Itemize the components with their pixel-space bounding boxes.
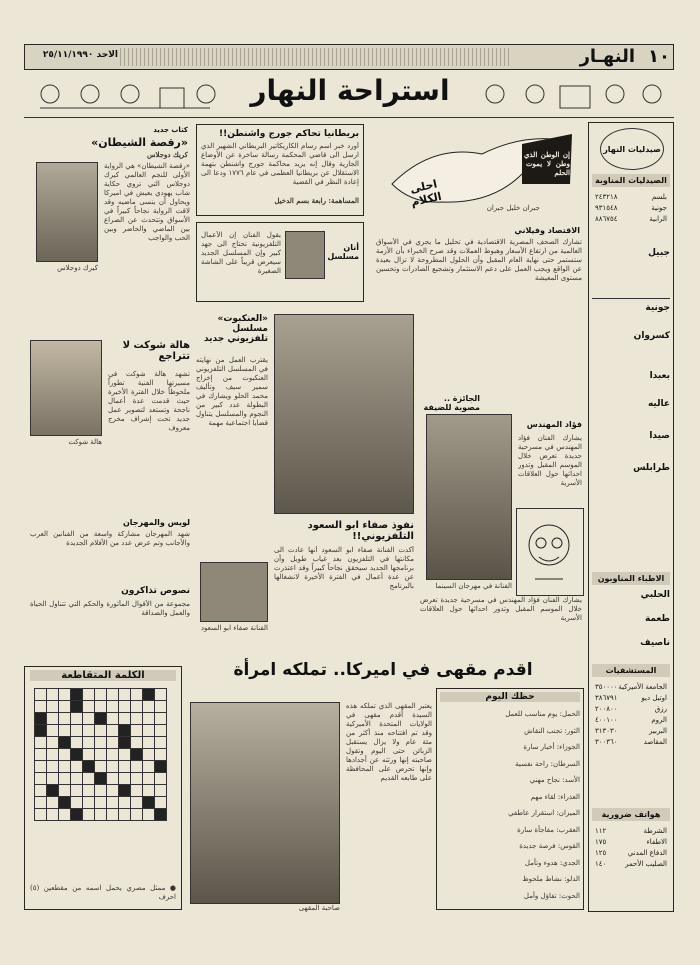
crossword-cell bbox=[119, 749, 131, 761]
pharmacies-title: الصيدليات المناوبة bbox=[592, 174, 670, 187]
crossword-cell bbox=[95, 725, 107, 737]
crossword-black-cell bbox=[71, 749, 83, 761]
crossword-cell bbox=[95, 689, 107, 701]
main-story-photo bbox=[190, 702, 340, 904]
crossword-cell bbox=[131, 701, 143, 713]
list-item bbox=[592, 214, 670, 225]
hospital-phone: ٤٠٠١٠٠ bbox=[595, 716, 618, 724]
crossword-cell bbox=[71, 761, 83, 773]
crossword-grid bbox=[34, 688, 167, 821]
crossword-cell bbox=[155, 713, 167, 725]
list-item bbox=[592, 859, 670, 870]
hospitals-title: المستشفيات bbox=[592, 664, 670, 677]
crossword-cell bbox=[155, 689, 167, 701]
crossword-black-cell bbox=[59, 737, 71, 749]
crossword-cell bbox=[59, 689, 71, 701]
horoscope-item: الأسد: نجاح مهني bbox=[529, 776, 580, 784]
pharmacy-list bbox=[592, 192, 670, 225]
hospital-phone: ٣١٣٠٣٠ bbox=[595, 727, 618, 735]
award-headline: الجائزة .. مصوبة للضيفة bbox=[423, 394, 480, 412]
safaa-body: أكدت الفنانة صفاء ابو السعود أنها عادت الى مكانتها في التلفزيون بعد غياب طويل وأن برنامجها الجديد سيحقق نجاحاً كبيراً وقد اعتذرت عن عدة أعمال في الفترة الأخيرة لانشغالها بالبرنامج bbox=[274, 546, 414, 590]
devil-body: «رقصة الشيطان» هي الرواية الأولى للنجم العالمي كيرك دوجلاس التي تروي حكاية شاب يهودي يعيش في اميركا ويحاول أن ينسى ماضيه وقد لاقت الرواية نجاحاً كبيراً في الأسواق وتتحدث عن الصراع بين الماضي والحاضر وبين الحب والواجب bbox=[104, 162, 190, 242]
crossword-cell bbox=[131, 809, 143, 821]
award-caption: الفنانة في مهرجان السينما bbox=[435, 582, 512, 590]
crossword-cell bbox=[95, 785, 107, 797]
horoscope-item: العقرب: مفاجأة سارة bbox=[517, 825, 580, 834]
horoscope-item: الدلو: نشاط ملحوظ bbox=[522, 875, 580, 883]
crossword-cell bbox=[71, 773, 83, 785]
town-list bbox=[592, 232, 670, 473]
town-item: كسروان bbox=[633, 331, 670, 341]
crossword-cell bbox=[143, 809, 155, 821]
horoscope-item: العذراء: لقاء مهم bbox=[530, 792, 580, 801]
cartoon-figures-icon bbox=[480, 80, 670, 112]
list-item bbox=[592, 726, 670, 737]
crossword-black-cell bbox=[35, 713, 47, 725]
crossword-cell bbox=[47, 749, 59, 761]
header-pattern bbox=[120, 48, 510, 66]
section-title: استراحة النهار bbox=[250, 74, 450, 107]
crossword-cell bbox=[59, 701, 71, 713]
crossword-cell bbox=[59, 749, 71, 761]
nurses-title: الاطباء المناوبون bbox=[592, 572, 670, 585]
crossword-cell bbox=[71, 785, 83, 797]
louis-headline: لويس والمهرجان bbox=[122, 518, 190, 527]
crossword-cell bbox=[107, 809, 119, 821]
horoscope-item: الميزان: استقرار عاطفي bbox=[508, 809, 580, 817]
crossword-cell bbox=[119, 689, 131, 701]
crossword-cell bbox=[107, 773, 119, 785]
crossword-cell bbox=[71, 713, 83, 725]
crossword-cell bbox=[107, 725, 119, 737]
economy-body: تشارك الصحف المصرية الاقتصادية في تحليل ما يجري في الأسواق العالمية من ارتفاع الأسعار وهبوط العملات وقد صرح الخبراء بأن الأزمة ستستمر حتى نهاية العام المقبل وأن الحلول المطروحة لا تزال بعيدة عن الواقع ويجب العمل على دعم الاستثمار وتشجيع الصادرات وتحسين مستوى المعيشة bbox=[376, 238, 582, 282]
pharmacy-phone: ٩٣١٥٤٨ bbox=[595, 204, 618, 212]
list-item: طعمة bbox=[644, 614, 670, 624]
divider bbox=[592, 298, 670, 299]
horoscope-list bbox=[440, 706, 580, 904]
anan-body: يقول الفنان إن الأعمال التلفزيونية تحتاج الى جهد كبير وإن المسلسل الجديد سيعرض قريباً على الشاشة الصغيرة bbox=[201, 231, 281, 275]
main-headline: اقدم مقهى في اميركا.. تملكه امرأة bbox=[233, 660, 533, 680]
louis-body: شهد المهرجان مشاركة واسعة من الفنانين العرب والأجانب وتم عرض عدد من الأفلام الجديدة bbox=[30, 530, 190, 547]
crossword-cell bbox=[155, 785, 167, 797]
town-item: صيدا bbox=[649, 431, 670, 441]
hala-body: تشهد هالة شوكت في مسيرتها الفنية تطوراً ملحوظاً خلال الفترة الأخيرة حيث قدمت عدة أعمال ناجحة وتستعد لتصوير عمل جديد تحت إشراف مخرج معروف bbox=[108, 370, 190, 432]
pharmacy-phone: ٨٨٦٧٥٤ bbox=[595, 215, 618, 223]
crossword-cell bbox=[107, 797, 119, 809]
economy-headline: الاقتصاد وفيلاني bbox=[514, 226, 580, 235]
crossword-cell bbox=[35, 749, 47, 761]
hospital-phone: ٣٠٠٣٦٠ bbox=[595, 738, 618, 746]
cartoon-figures-icon bbox=[30, 80, 220, 112]
main-caption: صاحبة المقهى bbox=[298, 904, 340, 912]
crossword-cell bbox=[119, 773, 131, 785]
crossword-cell bbox=[47, 689, 59, 701]
horoscope-headline: حظك اليوم bbox=[440, 692, 580, 702]
emergency-phone: ١٧٥ bbox=[595, 838, 607, 846]
crossword-cell bbox=[35, 785, 47, 797]
crossword-black-cell bbox=[95, 713, 107, 725]
devil-author: كريك دوجلاس bbox=[146, 150, 188, 159]
crossword-cell bbox=[35, 701, 47, 713]
britain-headline: بريطانيا تحاكم جورج واشنطن!! bbox=[219, 129, 359, 139]
hospital-name: رزق bbox=[654, 705, 667, 713]
crossword-cell bbox=[143, 773, 155, 785]
emergency-phone: ١٢٥ bbox=[595, 849, 607, 857]
award-photo bbox=[426, 414, 512, 580]
town-item: طرابلس bbox=[633, 463, 670, 473]
crossword-cell bbox=[143, 701, 155, 713]
safaa-headline: نفوذ صفاء ابو السعود التلفزيوني!! bbox=[307, 520, 414, 542]
crossword-black-cell bbox=[71, 689, 83, 701]
horoscope-item: القوس: فرصة جديدة bbox=[519, 842, 580, 850]
devil-caption: كيرك دوجلاس bbox=[57, 264, 98, 272]
crossword-cell bbox=[83, 809, 95, 821]
cartoon-strip-left bbox=[30, 80, 220, 112]
safaa-photo bbox=[274, 314, 414, 514]
crossword-cell bbox=[47, 809, 59, 821]
crossword-cell bbox=[71, 737, 83, 749]
crossword-hint: ● ممثل مصري يحمل اسمه من مقطعين (٥) احرف bbox=[30, 884, 176, 901]
crossword-cell bbox=[59, 785, 71, 797]
hospital-phone: ٣٨٦٧٩١ bbox=[595, 694, 618, 702]
tv-headline: «العنكبوت» مسلسل تلفزيوني جديد bbox=[203, 314, 268, 344]
sidebar-logo bbox=[600, 128, 664, 170]
crossword-cell bbox=[47, 797, 59, 809]
crossword-cell bbox=[95, 797, 107, 809]
crossword-cell bbox=[59, 773, 71, 785]
horoscope-item: الجدي: هدوء وتأمل bbox=[524, 858, 580, 867]
anan-box bbox=[196, 222, 364, 302]
crossword-cell bbox=[59, 713, 71, 725]
anan-headline: أنان مسلسل bbox=[327, 243, 359, 261]
cartoon-strip-right bbox=[480, 80, 670, 112]
crossword-cell bbox=[95, 761, 107, 773]
hospital-phone: ٢٠٠٨٠٠ bbox=[595, 705, 618, 713]
crossword-black-cell bbox=[155, 761, 167, 773]
crossword-cell bbox=[131, 725, 143, 737]
crossword-cell bbox=[35, 689, 47, 701]
fouad-caricature bbox=[516, 508, 584, 596]
anan-photo bbox=[285, 231, 325, 279]
crossword-cell bbox=[83, 773, 95, 785]
list-item bbox=[592, 715, 670, 726]
crossword-cell bbox=[83, 749, 95, 761]
emergency-name: الاطفاء bbox=[646, 838, 667, 846]
crossword-cell bbox=[47, 701, 59, 713]
britain-story-box bbox=[196, 124, 364, 216]
list-item: ناصيف bbox=[640, 638, 670, 648]
crossword-cell bbox=[83, 737, 95, 749]
crossword-cell bbox=[119, 797, 131, 809]
crossword-black-cell bbox=[83, 761, 95, 773]
crossword-cell bbox=[47, 773, 59, 785]
crossword-cell bbox=[59, 761, 71, 773]
list-item bbox=[592, 837, 670, 848]
emergency-phone: ١٤٠ bbox=[595, 860, 607, 868]
crossword-cell bbox=[131, 737, 143, 749]
crossword-cell bbox=[95, 737, 107, 749]
crossword-cell bbox=[131, 797, 143, 809]
crossword-cell bbox=[119, 809, 131, 821]
town-item: عاليه bbox=[647, 399, 670, 409]
britain-body: أورد خبر اسم رسام الكاريكاتير البريطاني الشهير الذي ارسل الى قاضي المحكمة رسالة ساخرة عن الأوضاع الجارية وقال إنه يريد محاكمة جورج واشنطن بتهمة الاستقلال عن بريطانيا العظمى في عام ١٧٧٦ ودعا الى إعادة النظر في القضية bbox=[201, 142, 359, 186]
crossword-cell bbox=[35, 809, 47, 821]
devil-label: كتاب جديد bbox=[153, 126, 188, 134]
crossword-cell bbox=[107, 761, 119, 773]
crossword-black-cell bbox=[35, 725, 47, 737]
kirk-douglas-photo bbox=[36, 162, 98, 262]
emergency-name: الشرطة bbox=[643, 827, 667, 835]
paper-name: النهـار bbox=[579, 46, 635, 67]
nurses-list bbox=[592, 590, 670, 648]
crossword-cell bbox=[83, 725, 95, 737]
crossword-cell bbox=[131, 713, 143, 725]
crossword-cell bbox=[155, 701, 167, 713]
emergency-list bbox=[592, 826, 670, 870]
crossword-cell bbox=[83, 689, 95, 701]
hospital-name: الروم bbox=[651, 716, 667, 724]
list-item bbox=[592, 826, 670, 837]
fouad-body: يشارك الفنان فؤاد المهندس في مسرحية جديدة تعرض خلال الموسم المقبل وتدور احداثها حول العلاقات الأسرية bbox=[518, 434, 582, 487]
tips-body: مجموعة من الأقوال المأثورة والحكم التي تتناول الحياة والعمل والصداقة bbox=[30, 600, 190, 617]
crossword-black-cell bbox=[143, 689, 155, 701]
crossword-cell bbox=[155, 725, 167, 737]
issue-date: الاحد ٢٥/١١/١٩٩٠ bbox=[42, 50, 118, 60]
hospital-name: الجامعة الأميركية bbox=[618, 683, 667, 691]
crossword-cell bbox=[131, 689, 143, 701]
town-item: جبيل bbox=[648, 248, 670, 258]
crossword-cell bbox=[119, 713, 131, 725]
page-number: ١٠ bbox=[648, 46, 670, 67]
crossword-cell bbox=[143, 785, 155, 797]
crossword-cell bbox=[143, 713, 155, 725]
hospital-list bbox=[592, 682, 670, 748]
crossword-cell bbox=[59, 809, 71, 821]
crossword-black-cell bbox=[131, 749, 143, 761]
crossword-cell bbox=[35, 797, 47, 809]
crossword-title: الكلمة المتقاطعة bbox=[30, 670, 176, 681]
crossword-cell bbox=[59, 725, 71, 737]
list-item bbox=[592, 682, 670, 693]
list-item bbox=[592, 203, 670, 214]
crossword-cell bbox=[83, 713, 95, 725]
award-extra-text: يشارك الفنان فؤاد المهندس في مسرحية جديدة تعرض خلال الموسم المقبل وتدور احداثها حول العلاقات الأسرية bbox=[420, 596, 582, 622]
crossword-cell bbox=[107, 701, 119, 713]
town-item: جونية bbox=[645, 303, 670, 313]
crossword-black-cell bbox=[71, 809, 83, 821]
crossword-cell bbox=[155, 737, 167, 749]
crossword-cell bbox=[131, 761, 143, 773]
list-item bbox=[592, 737, 670, 748]
britain-source: المساهمة: رابعة بسم الدخيل bbox=[274, 196, 359, 205]
main-body: يعتبر المقهى الذي تملكه هذه السيدة أقدم مقهى في الولايات المتحدة الأميركية وقد تم افتتاحه منذ أكثر من مئة عام ولا يزال يستقبل الزبائن حتى اليوم وتقول صاحبته إنها ورثته عن أجدادها وإنها تحرص على المحافظة على طابعه القديم bbox=[346, 702, 432, 782]
crossword-cell bbox=[47, 761, 59, 773]
crossword-black-cell bbox=[59, 797, 71, 809]
emergency-title: هواتف ضرورية bbox=[592, 808, 670, 821]
town-item: بعبدا bbox=[649, 371, 670, 381]
crossword-black-cell bbox=[119, 737, 131, 749]
peace-quote: إن الوطن الذي يعترف بالحب هو وطن لا يموت أبداً ... أبعد من الحلم bbox=[470, 150, 570, 177]
peace-author: جبران خليل جبران bbox=[486, 204, 540, 212]
crossword-cell bbox=[95, 701, 107, 713]
crossword-cell bbox=[83, 785, 95, 797]
horoscope-item: الحوت: تفاؤل وأمل bbox=[523, 891, 580, 900]
crossword-cell bbox=[155, 773, 167, 785]
crossword-cell bbox=[95, 809, 107, 821]
crossword-cell bbox=[35, 761, 47, 773]
fouad-headline: فؤاد المهندس bbox=[526, 420, 582, 429]
horoscope-item: الثور: تجنب النقاش bbox=[524, 726, 580, 735]
crossword-black-cell bbox=[119, 785, 131, 797]
crossword-black-cell bbox=[71, 701, 83, 713]
crossword-cell bbox=[107, 689, 119, 701]
crossword-cell bbox=[143, 761, 155, 773]
list-item bbox=[592, 693, 670, 704]
crossword-cell bbox=[35, 773, 47, 785]
caricature-face-icon bbox=[517, 509, 581, 593]
crossword-cell bbox=[143, 749, 155, 761]
crossword-cell bbox=[143, 725, 155, 737]
crossword-black-cell bbox=[95, 773, 107, 785]
crossword-table bbox=[34, 688, 167, 821]
list-item bbox=[592, 704, 670, 715]
crossword-cell bbox=[131, 773, 143, 785]
crossword-cell bbox=[119, 701, 131, 713]
emergency-phone: ١١٢ bbox=[595, 827, 607, 835]
pharmacy-name: بلسم bbox=[651, 193, 667, 201]
hospital-name: اوتيل ديو bbox=[641, 694, 667, 702]
list-item: الحلبي bbox=[640, 590, 670, 600]
horoscope-item: السرطان: راحة نفسية bbox=[515, 759, 580, 768]
emergency-name: الدفاع المدني bbox=[627, 849, 667, 857]
horoscope-item: الجوزاء: أخبار سارة bbox=[523, 743, 580, 751]
crossword-cell bbox=[107, 749, 119, 761]
hospital-phone: ٣٥٠٠٠٠ bbox=[595, 683, 618, 691]
horoscope-item: الحمل: يوم مناسب للعمل bbox=[505, 710, 580, 718]
emergency-name: الصليب الأحمر bbox=[625, 860, 667, 868]
peace-headline: احلى الكلام bbox=[408, 177, 443, 209]
sidebar-logo-text: صيدليات النهار bbox=[603, 144, 661, 154]
crossword-cell bbox=[155, 797, 167, 809]
crossword-cell bbox=[83, 797, 95, 809]
crossword-cell bbox=[107, 737, 119, 749]
hala-headline: هالة شوكت لا تتراجع bbox=[122, 340, 190, 362]
crossword-cell bbox=[119, 761, 131, 773]
safaa-caption: الفنانة صفاء ابو السعود bbox=[200, 624, 268, 632]
pharmacy-name: الرابية bbox=[649, 215, 667, 223]
crossword-cell bbox=[71, 725, 83, 737]
list-item bbox=[592, 848, 670, 859]
crossword-cell bbox=[143, 737, 155, 749]
tv-body: يقترب العمل من نهايته في المسلسل التلفزيوني العنكبوت من إخراج سمير سيف وتأليف محمد الحلو ويشارك في البطولة عدد كبير من النجوم والمسلسل يتناول قضايا اجتماعية مهمة bbox=[196, 356, 268, 427]
safaa-small-photo bbox=[200, 562, 268, 622]
crossword-black-cell bbox=[119, 725, 131, 737]
pharmacy-name: جونية bbox=[651, 204, 667, 212]
crossword-cell bbox=[83, 701, 95, 713]
crossword-black-cell bbox=[155, 809, 167, 821]
crossword-black-cell bbox=[47, 785, 59, 797]
crossword-black-cell bbox=[143, 797, 155, 809]
crossword-cell bbox=[35, 737, 47, 749]
hala-caption: هالة شوكت bbox=[68, 438, 102, 446]
crossword-cell bbox=[47, 725, 59, 737]
list-item bbox=[592, 192, 670, 203]
crossword-cell bbox=[155, 749, 167, 761]
hospital-name: المقاصد bbox=[643, 738, 667, 746]
crossword-cell bbox=[131, 785, 143, 797]
crossword-cell bbox=[107, 713, 119, 725]
crossword-cell bbox=[107, 785, 119, 797]
hala-photo bbox=[30, 340, 102, 436]
tips-headline: نصوص تذاكرون bbox=[121, 586, 190, 596]
hospital-name: البربير bbox=[649, 727, 667, 735]
crossword-cell bbox=[47, 713, 59, 725]
pharmacy-phone: ٢٤٣٢١٨ bbox=[595, 193, 618, 201]
devil-headline: «رقصة الشيطان» bbox=[91, 136, 188, 149]
crossword-cell bbox=[95, 749, 107, 761]
crossword-cell bbox=[71, 797, 83, 809]
crossword-cell bbox=[47, 737, 59, 749]
